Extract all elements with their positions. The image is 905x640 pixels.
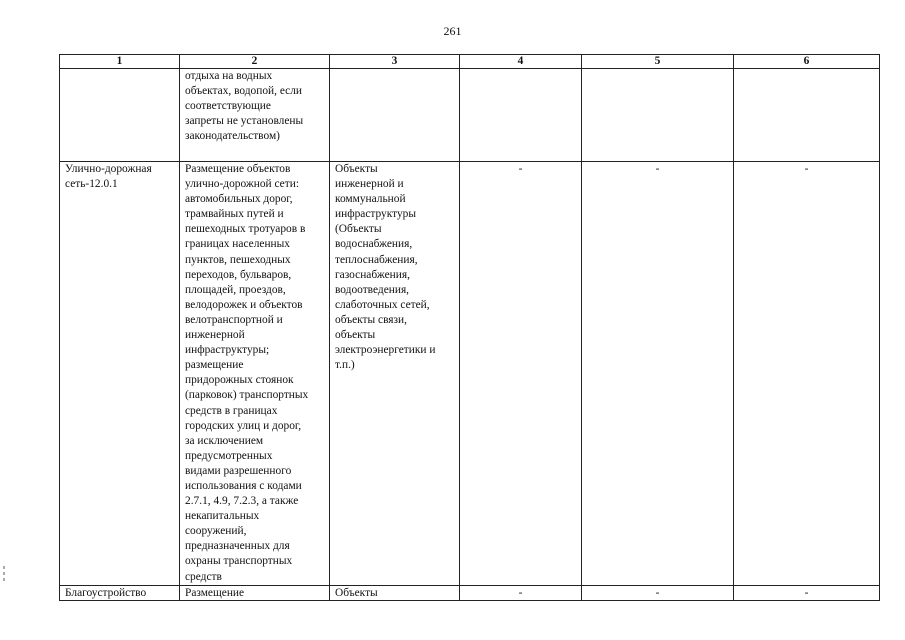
- table-row: [60, 585, 880, 600]
- cell-objects: [330, 69, 460, 162]
- header-col-5: 5: [582, 55, 734, 69]
- header-col-4: 4: [460, 55, 582, 69]
- table-row: [60, 69, 880, 162]
- scan-margin-marks: [2, 566, 6, 582]
- header-col-3: 3: [330, 55, 460, 69]
- cell-col-4: [460, 585, 582, 600]
- cell-col-6: [734, 162, 880, 586]
- cell-description: [180, 585, 330, 600]
- cell-text: Улично-дорожная сеть-12.0.1: [65, 163, 152, 191]
- header-row: [60, 55, 880, 69]
- cell-objects: [330, 585, 460, 600]
- page-number: 261: [443, 24, 462, 38]
- table-header: [60, 55, 880, 69]
- cell-text: -: [655, 586, 660, 599]
- cell-col-4: [460, 162, 582, 586]
- cell-text: Благоустройство: [65, 586, 147, 599]
- cell-text: -: [518, 163, 523, 175]
- cell-text: -: [655, 163, 660, 175]
- header-col-6: 6: [734, 55, 880, 69]
- scan-artifact-icon: [2, 566, 6, 582]
- land-use-table: [59, 54, 880, 601]
- cell-col-6: [734, 585, 880, 600]
- cell-text: -: [804, 163, 809, 175]
- cell-name: [60, 69, 180, 162]
- cell-description: [180, 69, 330, 162]
- table-body: [60, 69, 880, 601]
- cell-name: [60, 162, 180, 586]
- table-row: [60, 162, 880, 586]
- cell-description: [180, 162, 330, 586]
- cell-text: отдыха на водных объектах, водопой, если соответствующие запреты не установлены законодательством): [185, 70, 304, 143]
- cell-text: Объекты инженерной и коммунальной инфраструктуры (Объекты водоснабжения, теплоснабжения, газоснабжения, водоотведения, слаботочных сетей, объекты связи, объекты электроэнергетики и т.п.): [335, 163, 436, 372]
- cell-text: Объекты: [335, 586, 378, 599]
- cell-text: Размещение: [185, 586, 245, 599]
- cell-col-5: [582, 69, 734, 162]
- cell-name: [60, 585, 180, 600]
- cell-col-5: [582, 585, 734, 600]
- header-col-1: 1: [60, 55, 180, 69]
- header-col-2: 2: [180, 55, 330, 69]
- cell-objects: [330, 162, 460, 586]
- cell-text: -: [518, 586, 523, 599]
- cell-text: -: [804, 586, 809, 599]
- cell-col-5: [582, 162, 734, 586]
- cell-col-4: [460, 69, 582, 162]
- cell-col-6: [734, 69, 880, 162]
- cell-text: Размещение объектов улично-дорожной сети: автомобильных дорог, трамвайных путей и пешеходных тротуаров в границах населенных пунктов, пешеходных переходов, бульваров, площадей, проездов, велодорожек и объектов велотранспортной и инженерной инфраструктуры; размещение придорожных стоянок (парковок) транспортных средств в границах городских улиц и дорог, за исключением предусмотренных видами разрешенного использования с кодами 2.7.1, 4.9, 7.2.3, а также некапитальных сооружений, предназначенных для охраны транспортных средств: [185, 163, 309, 583]
